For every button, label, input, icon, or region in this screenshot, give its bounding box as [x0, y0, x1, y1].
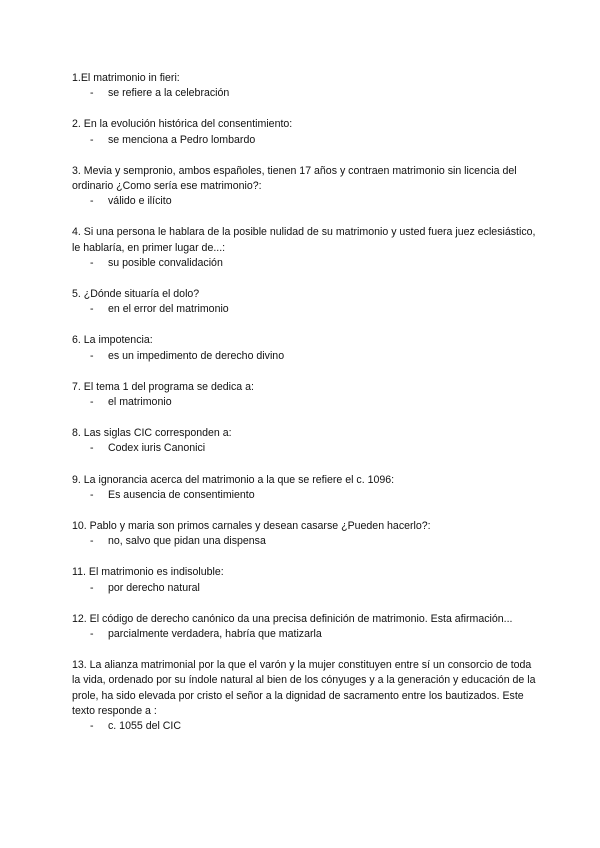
question-text: 1.El matrimonio in fieri: [72, 72, 180, 84]
answer-item [72, 441, 540, 456]
answer-text: Es ausencia de consentimiento [108, 488, 255, 501]
dash-bullet: - [90, 396, 94, 409]
dash-bullet: - [90, 628, 94, 641]
answer-text: parcialmente verdadera, habría que matizarla [108, 628, 322, 641]
dash-bullet: - [90, 87, 94, 100]
answer-text: se refiere a la celebración [108, 87, 230, 100]
question-text: 6. La impotencia: [72, 334, 153, 347]
question-text: 11. El matrimonio es indisoluble: [72, 566, 224, 579]
qa-item-10 [72, 519, 540, 549]
answer-item [72, 349, 540, 364]
answer-item [72, 256, 540, 271]
dash-bullet: - [90, 303, 94, 316]
dash-bullet: - [90, 442, 94, 455]
dash-bullet: - [90, 488, 94, 501]
qa-item-2 [72, 117, 540, 147]
qa-item-11 [72, 565, 540, 595]
qa-item-12 [72, 612, 540, 642]
answer-text: válido e ilícito [108, 195, 172, 208]
answer-text: el matrimonio [108, 396, 172, 409]
qa-item-13 [72, 658, 540, 734]
answer-item [72, 302, 540, 317]
question-text: 13. La alianza matrimonial por la que el varón y la mujer constituyen entre sí un consorcio de toda la vida, ordenado por su índole natural al bien de los cónyuges y a la generación y educación de la prole, ha sido elevada por cristo el señor a la dignidad de sacramento entre los bautizados. Este texto responde a : [72, 659, 536, 717]
answer-item [72, 395, 540, 410]
qa-item-8 [72, 426, 540, 456]
dash-bullet: - [90, 133, 94, 146]
question-text: 9. La ignorancia acerca del matrimonio a la que se refiere el c. 1096: [72, 473, 395, 486]
answer-item [72, 488, 540, 503]
qa-item-6 [72, 333, 540, 363]
answer-text: su posible convalidación [108, 256, 223, 269]
answer-text: c. 1055 del CIC [108, 720, 182, 733]
document-page [72, 71, 540, 750]
dash-bullet: - [90, 581, 94, 594]
answer-item [72, 719, 540, 734]
dash-bullet: - [90, 720, 94, 733]
question-text: 10. Pablo y maria son primos carnales y desean casarse ¿Pueden hacerlo?: [72, 520, 431, 533]
qa-item-3 [72, 164, 540, 210]
answer-text: por derecho natural [108, 581, 200, 594]
answer-text: no, salvo que pidan una dispensa [108, 535, 266, 548]
dash-bullet: - [90, 535, 94, 548]
answer-item [72, 627, 540, 642]
question-text: 5. ¿Dónde situaría el dolo? [72, 288, 200, 301]
answer-item [72, 86, 540, 101]
answer-text: Codex iuris Canonici [108, 442, 206, 455]
qa-item-7 [72, 380, 540, 410]
question-text: 12. El código de derecho canónico da una precisa definición de matrimonio. Esta afirmación... [72, 612, 513, 625]
qa-item-5 [72, 287, 540, 317]
dash-bullet: - [90, 256, 94, 269]
answer-item [72, 534, 540, 549]
question-text: 3. Mevia y sempronio, ambos españoles, tienen 17 años y contraen matrimonio sin licencia del ordinario ¿Como sería ese matrimonio?: [72, 164, 517, 193]
answer-item [72, 581, 540, 596]
question-text: 2. En la evolución histórica del consentimiento: [72, 118, 293, 131]
dash-bullet: - [90, 195, 94, 208]
qa-item-4 [72, 225, 540, 271]
question-text: 7. El tema 1 del programa se dedica a: [72, 380, 254, 393]
answer-text: se menciona a Pedro lombardo [108, 133, 256, 146]
qa-item-1 [72, 71, 540, 101]
answer-text: en el error del matrimonio [108, 303, 229, 316]
answer-text: es un impedimento de derecho divino [108, 349, 285, 362]
dash-bullet: - [90, 349, 94, 362]
answer-item [72, 194, 540, 209]
question-text: 4. Si una persona le hablara de la posible nulidad de su matrimonio y usted fuera juez eclesiástico, le hablaría, en primer lugar de...: [72, 226, 536, 254]
answer-item [72, 133, 540, 148]
qa-item-9 [72, 473, 540, 503]
question-text: 8. Las siglas CIC corresponden a: [72, 427, 232, 440]
